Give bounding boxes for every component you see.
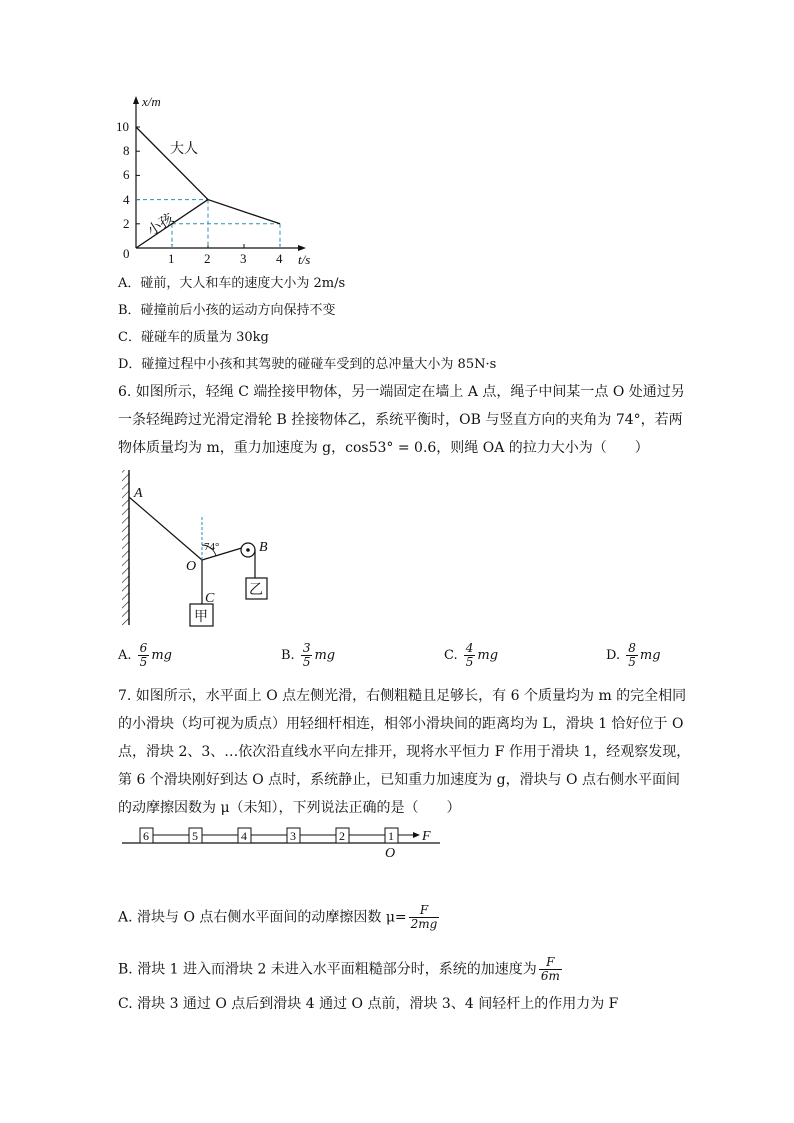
q7-line-5: 的动摩擦因数为 μ（未知），下列说法正确的是（ ） [118,800,461,816]
y-tick-10: 10 [116,119,129,134]
x-tick-4: 4 [276,251,283,266]
q7-option-a: A. 滑块与 O 点右侧水平面间的动摩擦因数 μ= $\frac{F}{2mg}$ [118,903,438,931]
y-tick-8: 8 [123,143,130,158]
fraction: $\frac{3}{5}$ [302,641,311,669]
label-child: 小孩 [145,211,177,240]
x-tick-3: 3 [240,251,247,266]
q5-option-b: B．碰撞前后小孩的运动方向保持不变 [118,303,336,318]
slider-block-label: 2 [339,829,345,843]
fraction: $\frac{6}{5}$ [139,641,148,669]
slider-block-label: 6 [143,829,149,843]
label-adult: 大人 [170,142,198,157]
q6-option-d: D. $\frac{8}{5}$ mg [606,641,661,669]
label-o-point: O [385,846,396,861]
label-c: C [205,591,215,606]
label-b: B [259,540,268,555]
q7-line-3: 点，滑块 2、3、…依次沿直线水平向左排开，现将水平恒力 F 作用于滑块 1，经观察发现， [118,744,691,760]
q7-line-1: 7. 如图所示，水平面上 O 点左侧光滑，右侧粗糙且足够长，有 6 个质量均为 m 的完全相同 [118,688,687,704]
y-tick-0: 0 [123,246,130,261]
y-tick-2: 2 [123,216,130,231]
label-yi: 乙 [249,583,263,598]
slider-block-label: 4 [241,829,247,843]
slider-block-label: 3 [290,829,296,843]
fraction: $\frac{8}{5}$ [628,641,636,669]
q5-option-c: C．碰碰车的质量为 30kg [118,330,269,345]
q6-line-1: 6. 如图所示，轻绳 C 端拴接甲物体，另一端固定在墙上 A 点，绳子中间某一点 O 处通过另 [118,384,685,400]
slider-block-label: 5 [192,829,198,843]
fraction: $\frac{F}{6m}$ [540,955,560,983]
slider-block-label: 1 [388,829,394,843]
fraction: $\frac{4}{5}$ [465,641,474,669]
q7-line-4: 第 6 个滑块刚好到达 O 点时，系统静止，已知重力加速度为 g，滑块与 O 点右侧水平面间 [118,772,680,788]
fraction: $\frac{F}{2mg}$ [410,903,438,931]
label-a: A [134,486,143,501]
q6-option-a: A. $\frac{6}{5}$ mg [118,641,172,669]
q7-line-2: 的小滑块（均可视为质点）用轻细杆相连，相邻小滑块间的距离均为 L，滑块 1 恰好位于 O [118,716,684,732]
y-tick-6: 6 [123,167,130,182]
q6-line-3: 物体质量均为 m，重力加速度为 g，cos53° = 0.6，则绳 OA 的拉力大小为（ ） [118,440,649,456]
force-arrow [413,832,420,838]
q6-line-2: 一条轻绳跨过光滑定滑轮 B 拴接物体乙，系统平衡时，OB 与竖直方向的夹角为 74°，若两 [118,412,683,428]
q7-option-b: B. 滑块 1 进入而滑块 2 未进入水平面粗糙部分时，系统的加速度为 $\frac{F}{6m}$ [118,955,560,983]
label-jia: 甲 [194,610,208,625]
x-axis-label: t/s [298,252,311,267]
q6-option-b: B. $\frac{3}{5}$ mg [281,641,336,669]
label-o: O [186,559,197,574]
q6-option-c: C. $\frac{4}{5}$ mg [444,641,499,669]
label-angle: 74° [204,541,220,553]
y-tick-4: 4 [123,192,130,207]
x-tick-1: 1 [168,251,175,266]
q5-option-a: A．碰前，大人和车的速度大小为 2m/s [118,276,346,291]
q5-option-d: D．碰撞过程中小孩和其驾驶的碰碰车受到的总冲量大小为 85N·s [118,357,497,372]
x-tick-2: 2 [204,251,211,266]
label-force: F [422,829,431,844]
y-axis-label: x/m [142,94,161,109]
q7-option-c: C. 滑块 3 通过 O 点后到滑块 4 通过 O 点前，滑块 3、4 间轻杆上的作用力为 F [118,996,619,1012]
